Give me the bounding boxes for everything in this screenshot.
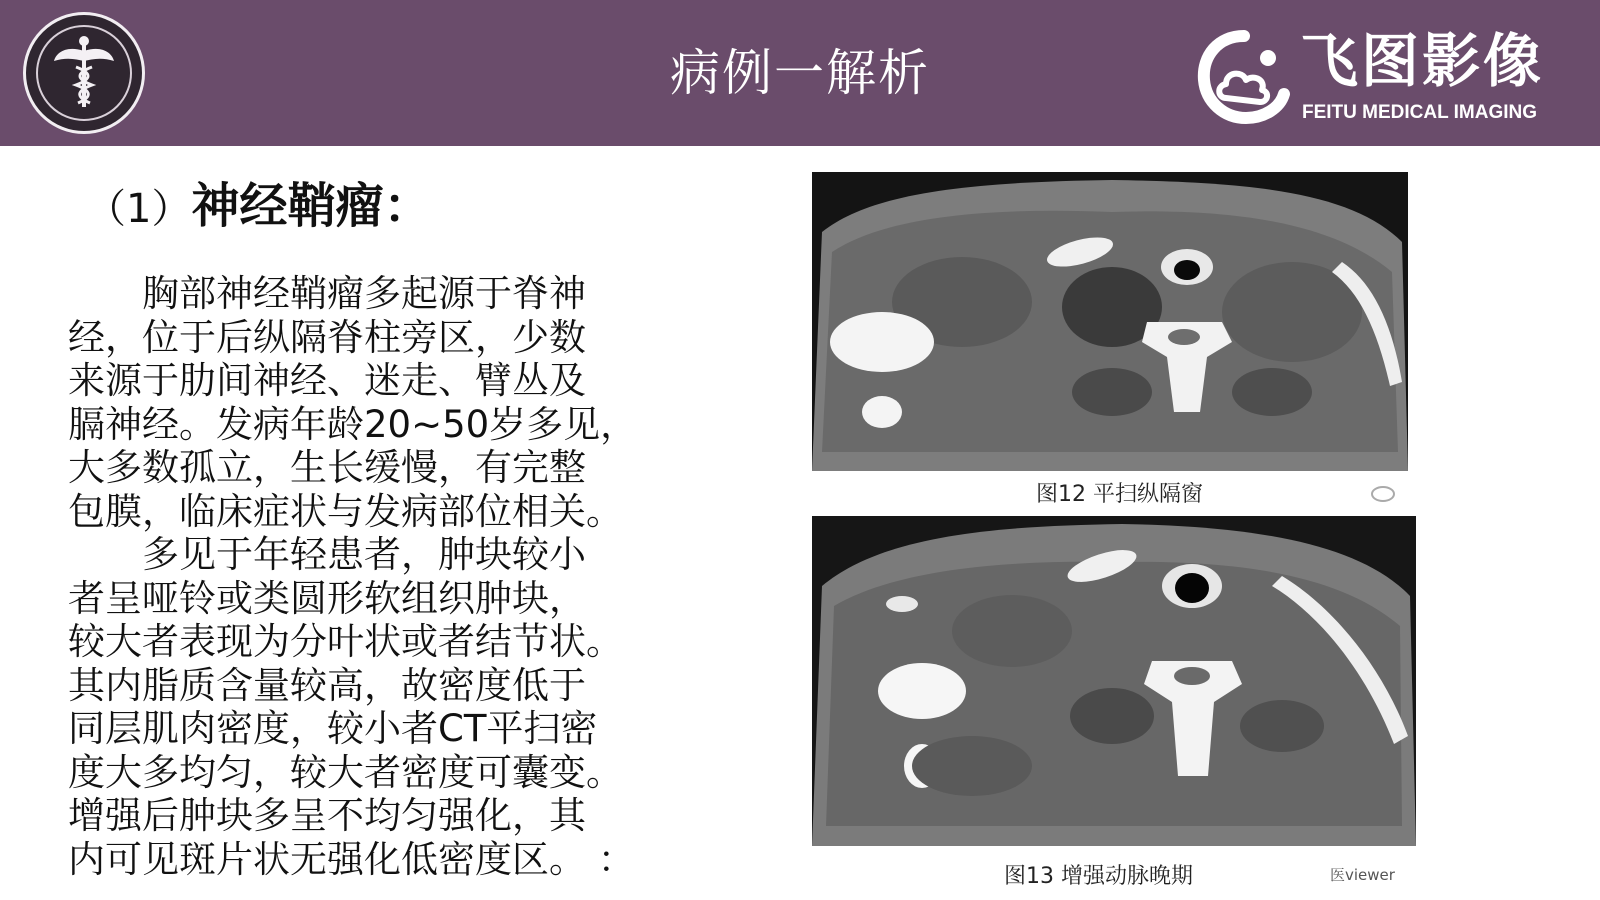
body-line: 经，位于后纵隔脊柱旁区，少数 [68,315,586,359]
brand-name: 飞图影像 [1300,27,1545,95]
body-line: 包膜，临床症状与发病部位相关。 [68,489,623,533]
body-line: 其内脂质含量较高，故密度低于 [68,663,586,707]
section-colon: ： [383,178,432,234]
ct-image-enhanced [812,516,1416,846]
body-line: 大多数孤立，生长缓慢，有完整 [68,446,586,489]
watermark-label: 医viewer [1330,866,1395,884]
body-line: 内可见斑片状无强化低密度区。 ： [68,837,635,881]
body-line: 增强后肿块多呈不均匀强化，其 [68,794,586,837]
body-line: 多见于年轻患者，肿块较小 [68,533,586,576]
figure-13-caption: 图13 增强动脉晚期 [1004,864,1193,889]
body-line: 胸部神经鞘瘤多起源于脊神 [68,272,586,315]
watermark-icon [1370,484,1396,504]
body-paragraph [68,272,678,881]
brand-subtitle: FEITU MEDICAL IMAGING [1302,102,1538,123]
body-line: 同层肌肉密度，较小者CT平扫密 [68,707,598,750]
ct-image-plain-scan [812,172,1408,471]
body-line: 度大多均匀，较大者密度可囊变。 [68,750,623,794]
section-heading [86,172,431,243]
figure-12-caption: 图12 平扫纵隔窗 [1036,482,1203,507]
header-bar [0,0,1600,146]
page-title: 病例一解析 [670,44,930,102]
body-line: 来源于肋间神经、迷走、臂丛及 [68,359,586,402]
feitu-cloud-logo-icon [1196,28,1292,124]
body-line: 者呈哑铃或类圆形软组织肿块， [68,576,586,620]
caduceus-seal-icon [23,12,145,134]
section-number: （1） [86,186,192,232]
body-line: 膈神经。发病年龄20~50岁多见， [68,402,638,446]
section-title: 神经鞘瘤 [191,178,384,234]
body-line: 较大者表现为分叶状或者结节状。 [68,620,623,663]
